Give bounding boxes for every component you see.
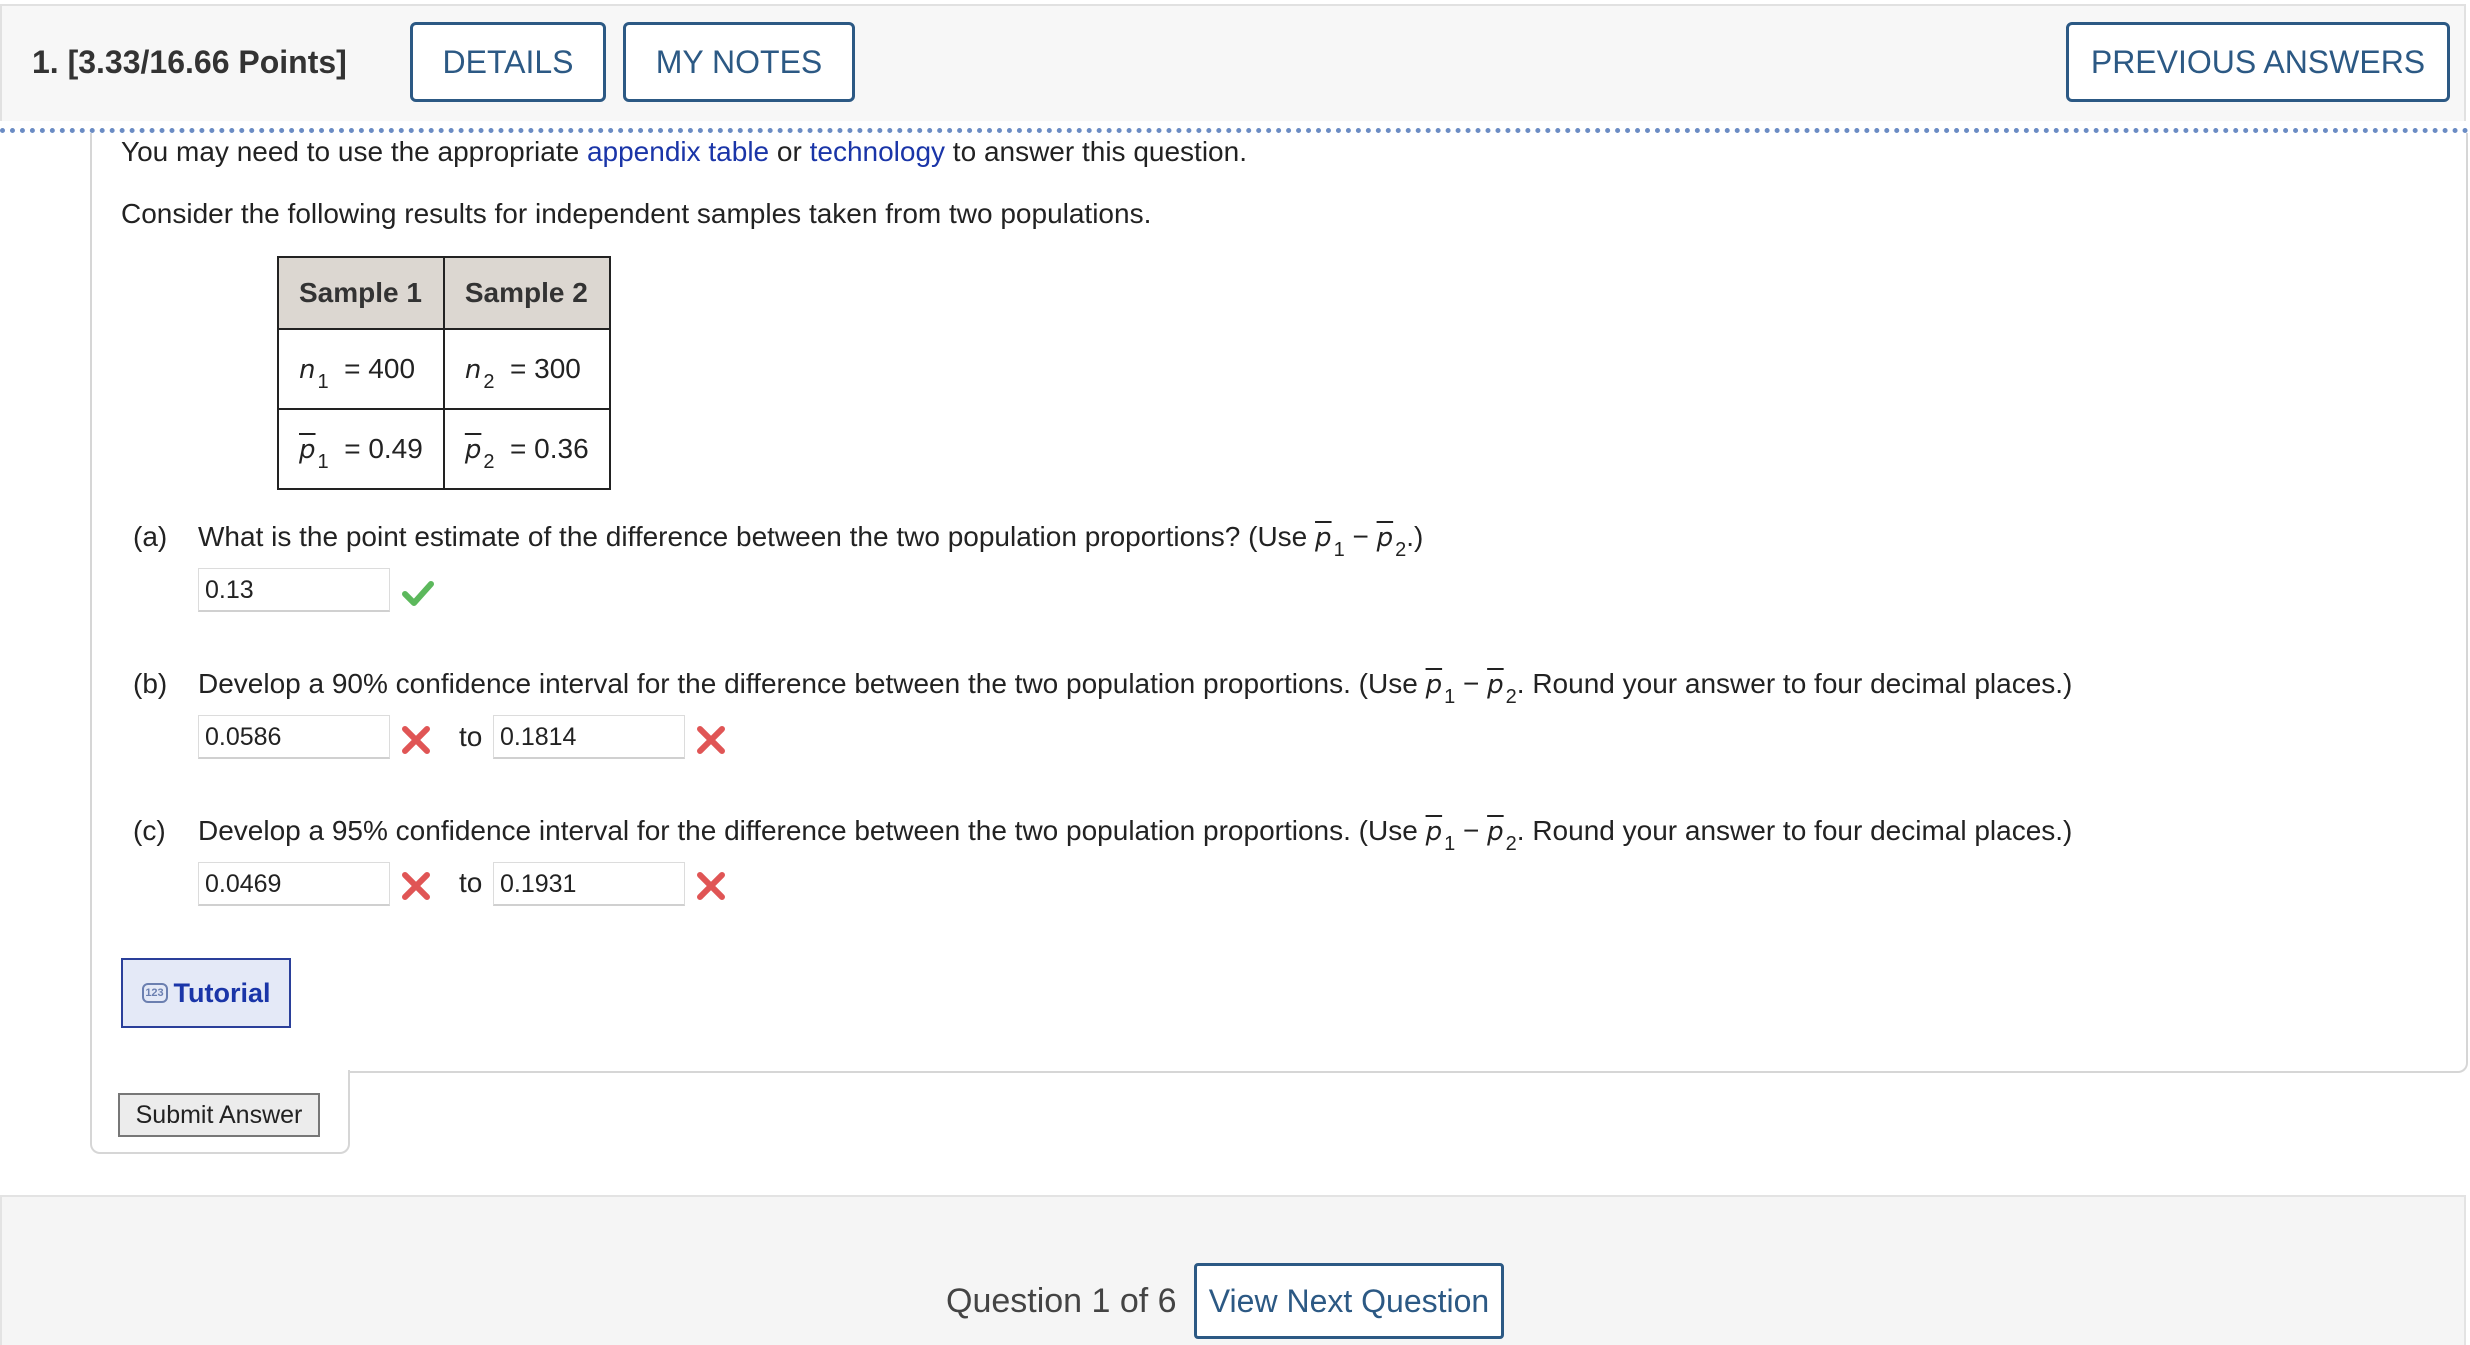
to-label: to bbox=[459, 721, 483, 752]
cross-icon bbox=[400, 724, 432, 756]
my-notes-button[interactable]: MY NOTES bbox=[623, 22, 855, 102]
previous-answers-button[interactable]: PREVIOUS ANSWERS bbox=[2066, 22, 2450, 102]
appendix-table-link[interactable]: appendix table bbox=[586, 136, 770, 167]
part-c-label: (c) bbox=[133, 815, 166, 846]
part-c-text: Develop a 95% confidence interval for the difference between the two population proportions. (Use $\overline{p}$ $_1 - \overline{p}$ $_2$. Round your answer to four decimal places.) bbox=[198, 815, 2073, 855]
part-c-lower-input[interactable]: 0.0469 bbox=[198, 862, 390, 906]
table-row bbox=[278, 329, 610, 409]
intro-text: You may need to use the appropriate appendix table or technology to answer this question. bbox=[121, 136, 1247, 167]
p1-cell: $\overline{p}$ $_1$ = 0.49 bbox=[278, 409, 444, 489]
p2-cell: $\overline{p}$ $_2$ = 0.36 bbox=[444, 409, 610, 489]
part-a-answer-input[interactable]: 0.13 bbox=[198, 568, 390, 612]
cross-icon bbox=[400, 870, 432, 902]
check-icon bbox=[402, 578, 434, 610]
part-b-upper-input[interactable]: 0.1814 bbox=[493, 715, 685, 759]
consider-text: Consider the following results for independent samples taken from two populations. bbox=[121, 198, 1152, 229]
part-b-label: (b) bbox=[133, 668, 168, 699]
question-count: Question 1 of 6 bbox=[946, 1282, 1177, 1320]
view-next-question-button[interactable]: View Next Question bbox=[1194, 1263, 1504, 1339]
part-b-text: Develop a 90% confidence interval for the difference between the two population proportions. (Use $\overline{p}$ $_1 - \overline{p}$ $_2$. Round your answer to four decimal places.) bbox=[198, 668, 2073, 708]
tutorial-label: Tutorial bbox=[173, 977, 271, 1008]
cross-icon bbox=[695, 724, 727, 756]
table-header-sample2: Sample 2 bbox=[444, 257, 610, 329]
part-c-upper-input[interactable]: 0.1931 bbox=[493, 862, 685, 906]
tutorial-button[interactable] bbox=[121, 958, 291, 1028]
table-row bbox=[278, 409, 610, 489]
details-button[interactable]: DETAILS bbox=[410, 22, 606, 102]
question-title: 1. [3.33/16.66 Points] bbox=[32, 44, 347, 80]
n2-cell: n $_2$ = 300 bbox=[444, 329, 610, 409]
part-a-text: What is the point estimate of the difference between the two population proportions? (Use $\overline{p}$ $_1 - \overline{p}$ $_2$.) bbox=[198, 521, 1424, 561]
n1-cell: n $_1$ = 400 bbox=[278, 329, 444, 409]
submit-answer-button[interactable]: Submit Answer bbox=[118, 1093, 320, 1137]
part-a-label: (a) bbox=[133, 521, 168, 552]
cross-icon bbox=[695, 870, 727, 902]
part-b-lower-input[interactable]: 0.0586 bbox=[198, 715, 390, 759]
samples-table bbox=[277, 256, 611, 490]
table-header-sample1: Sample 1 bbox=[278, 257, 444, 329]
technology-link[interactable]: technology bbox=[809, 136, 946, 167]
to-label: to bbox=[459, 867, 483, 898]
tutorial-icon: 123 bbox=[142, 983, 168, 1003]
